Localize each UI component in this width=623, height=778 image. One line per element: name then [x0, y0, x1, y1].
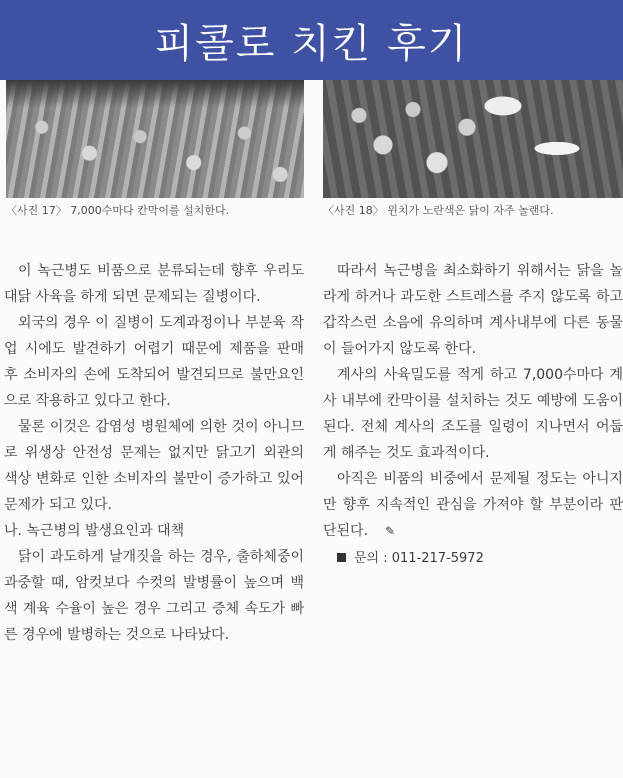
square-bullet-icon: [337, 553, 346, 562]
photo-caption-18: 〈사진 18〉 윈치가 노란색은 닭이 자주 놀랜다.: [323, 204, 554, 217]
contact-line: [323, 546, 623, 572]
left-text-column: [4, 258, 304, 648]
section-heading: 나. 녹근병의 발생요인과 대책: [4, 523, 185, 539]
banner-title: 피콜로 치킨 후기: [154, 20, 469, 67]
paragraph: 이 녹근병도 비품으로 분류되는데 향후 우리도 대닭 사육을 하게 되면 문제되는 질병이다.: [4, 263, 304, 305]
photo-chickens-with-feeders: [323, 80, 623, 198]
paragraph: 따라서 녹근병을 최소화하기 위해서는 닭을 놀라게 하거나 과도한 스트레스를 주지 않도록 하고 갑작스런 소음에 유의하며 계사내부에 다른 동물이 들어가지 않도록 한다.: [323, 263, 623, 357]
closing-text: 아직은 비품의 비중에서 문제될 정도는 아니지만 향후 지속적인 관심을 가져야 할 부분이라 판단된다.: [323, 471, 623, 539]
bird-end-mark-icon: ✎: [385, 524, 396, 538]
paragraph: 외국의 경우 이 질병이 도계과정이나 부분육 작업 시에도 발견하기 어렵기 때문에 제품을 판매 후 소비자의 손에 도착되어 발견되므로 불만요인으로 작용하고 있다고 한다.: [4, 315, 304, 409]
document-page: [0, 80, 623, 778]
photo-caption-17: 〈사진 17〉 7,000수마다 칸막이를 설치한다.: [6, 204, 230, 217]
paragraph: 물론 이것은 감염성 병원체에 의한 것이 아니므로 위생상 안전성 문제는 없지만 닭고기 외관의 색상 변화로 인한 소비자의 불만이 증가하고 있어 문제가 되고 있다.: [4, 419, 304, 513]
contact-info: 문의 : 011-217-5972: [354, 551, 484, 566]
paragraph: 계사의 사육밀도를 적게 하고 7,000수마다 계사 내부에 칸막이를 설치하는 것도 예방에 도움이 된다. 전체 계사의 조도를 일령이 지나면서 어둡게 해주는 것도 효과적이다.: [323, 367, 623, 461]
paragraph: [323, 466, 623, 544]
page-banner: [0, 0, 623, 80]
right-text-column: [323, 258, 623, 572]
photo-partitioned-broiler-house: [6, 80, 304, 198]
paragraph: 닭이 과도하게 날개짓을 하는 경우, 출하체중이 과중할 때, 암컷보다 수컷의 발병률이 높으며 백색 계육 수율이 높은 경우 그리고 증체 속도가 빠른 경우에 발병하는 것으로 나타났다.: [4, 549, 304, 643]
